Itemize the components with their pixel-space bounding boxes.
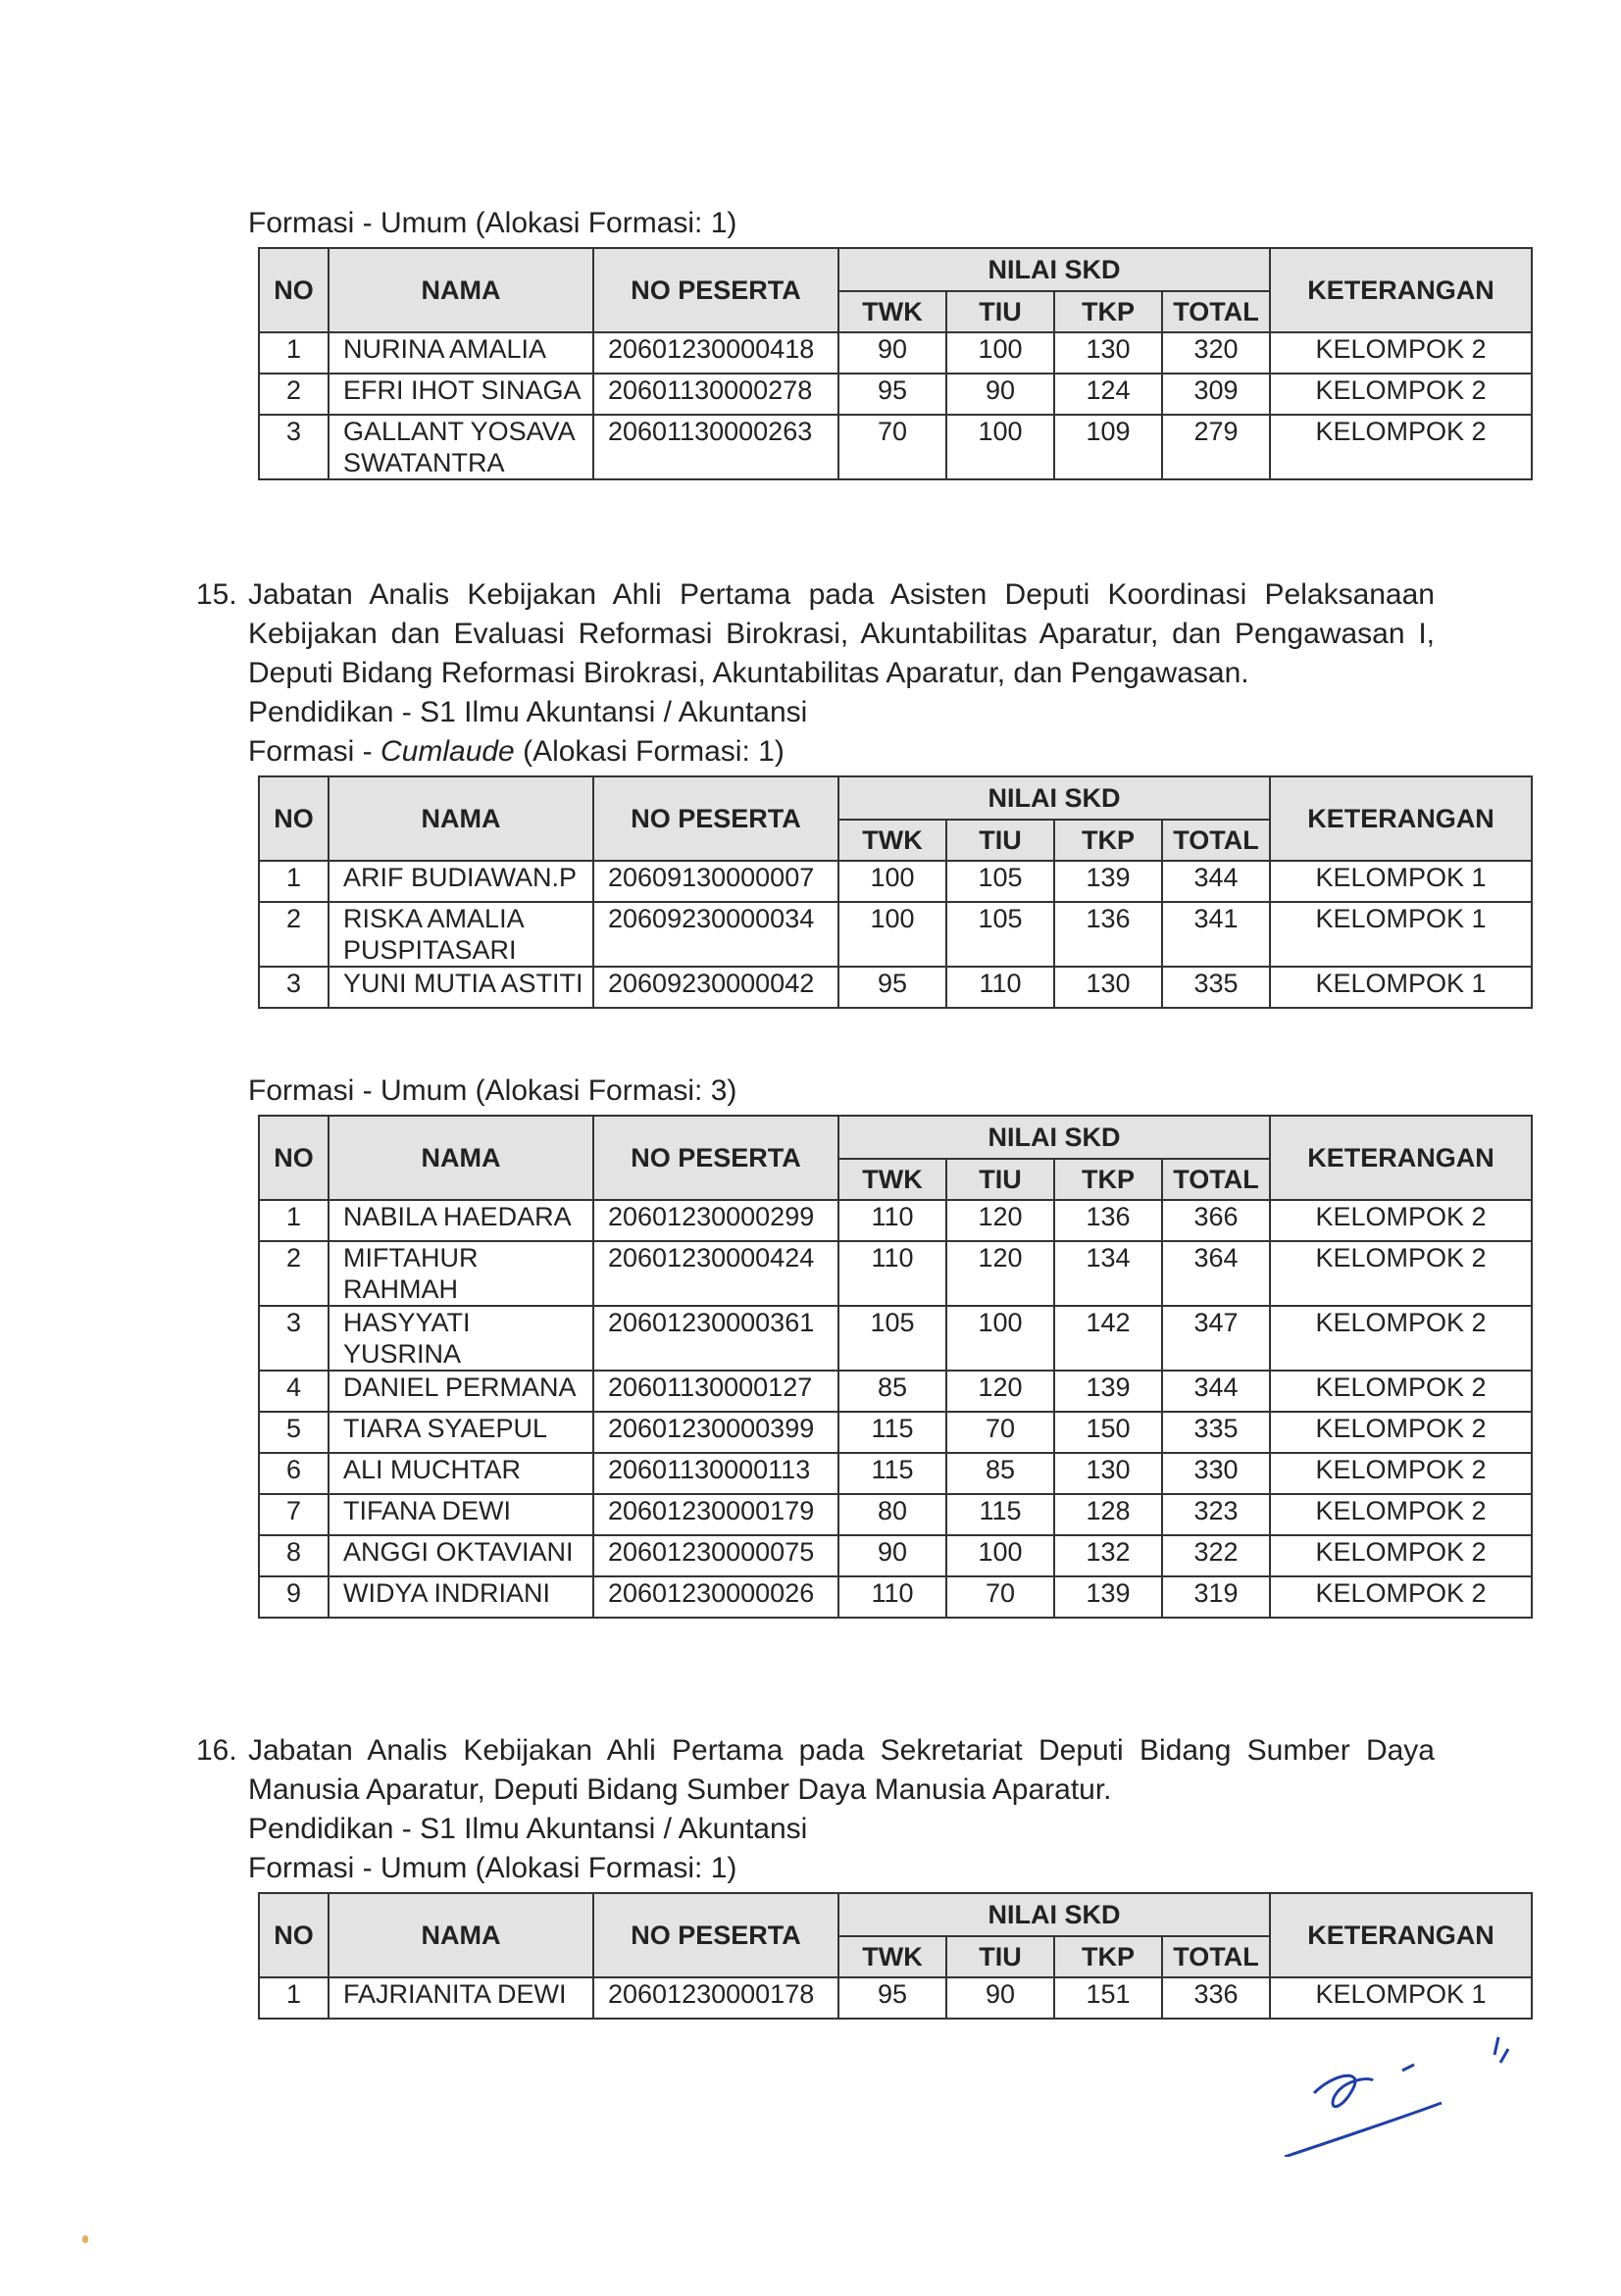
cell-twk: 90 [838,332,946,374]
column-header-twk: TWK [838,1159,946,1200]
cell-nama: MIFTAHUR RAHMAH [329,1241,593,1306]
column-header-total: TOTAL [1162,1936,1270,1977]
cell-twk: 115 [838,1453,946,1494]
formasi-label: Formasi - Umum (Alokasi Formasi: 3) [248,1074,737,1107]
column-header-tiu: TIU [946,291,1054,332]
column-header-tiu: TIU [946,1936,1054,1977]
section-title-line: Jabatan Analis Kebijakan Ahli Pertama pada Sekretariat Deputi Bidang Sumber Daya [248,1734,1435,1767]
cell-tiu: 100 [946,415,1054,479]
column-header-no: NO [259,248,329,332]
formasi-type: Cumlaude [380,735,515,768]
column-header-nilai-skd: NILAI SKD [838,1893,1270,1936]
column-header-nama: NAMA [329,776,593,861]
cell-total: 320 [1162,332,1270,374]
column-header-no: NO [259,1893,329,1977]
cell-twk: 95 [838,1977,946,2019]
cell-tkp: 136 [1054,902,1162,967]
cell-nama: GALLANT YOSAVA SWATANTRA [329,415,593,479]
cell-twk: 100 [838,861,946,902]
cell-no-peserta: 20601230000299 [593,1200,838,1241]
cell-no-peserta: 20601230000418 [593,332,838,374]
cell-no: 1 [259,1977,329,2019]
cell-nama: DANIEL PERMANA [329,1371,593,1412]
cell-tiu: 105 [946,902,1054,967]
cell-no: 3 [259,415,329,479]
cell-tkp: 124 [1054,374,1162,415]
section-title-line: Deputi Bidang Reformasi Birokrasi, Akuntabilitas Aparatur, dan Pengawasan. [248,657,1249,689]
column-header-total: TOTAL [1162,820,1270,861]
cell-no: 9 [259,1576,329,1618]
column-header-tiu: TIU [946,820,1054,861]
cell-total: 344 [1162,861,1270,902]
table-row [259,1576,1532,1618]
cell-no: 5 [259,1412,329,1453]
cell-tiu: 120 [946,1241,1054,1306]
cell-no-peserta: 20609230000034 [593,902,838,967]
cell-nama: NURINA AMALIA [329,332,593,374]
cell-keterangan: KELOMPOK 2 [1270,1306,1532,1371]
skd-table [258,247,1533,480]
cell-tkp: 109 [1054,415,1162,479]
cell-total: 336 [1162,1977,1270,2019]
cell-no-peserta: 20601230000361 [593,1306,838,1371]
column-header-no-peserta: NO PESERTA [593,776,838,861]
cell-total: 344 [1162,1371,1270,1412]
cell-total: 323 [1162,1494,1270,1535]
cell-tkp: 130 [1054,332,1162,374]
cell-keterangan: KELOMPOK 1 [1270,1977,1532,2019]
cell-tiu: 70 [946,1412,1054,1453]
table-row [259,1371,1532,1412]
cell-twk: 95 [838,967,946,1008]
column-header-no-peserta: NO PESERTA [593,248,838,332]
cell-nama: FAJRIANITA DEWI [329,1977,593,2019]
column-header-twk: TWK [838,1936,946,1977]
section-title-line: Kebijakan dan Evaluasi Reformasi Birokrasi, Akuntabilitas Aparatur, dan Pengawasan I, [248,618,1435,650]
cell-tkp: 151 [1054,1977,1162,2019]
section-number: 16. [196,1734,237,1767]
cell-keterangan: KELOMPOK 2 [1270,1494,1532,1535]
table-row [259,1241,1532,1306]
cell-tkp: 136 [1054,1200,1162,1241]
column-header-nilai-skd: NILAI SKD [838,1116,1270,1159]
cell-twk: 90 [838,1535,946,1576]
column-header-nilai-skd: NILAI SKD [838,776,1270,820]
column-header-tkp: TKP [1054,820,1162,861]
formasi-suffix: (Alokasi Formasi: 1) [514,735,785,768]
formasi-label [248,732,785,772]
cell-no-peserta: 20601230000026 [593,1576,838,1618]
column-header-tkp: TKP [1054,291,1162,332]
cell-no-peserta: 20601130000278 [593,374,838,415]
column-header-no-peserta: NO PESERTA [593,1893,838,1977]
table-row [259,1977,1532,2019]
column-header-tkp: TKP [1054,1159,1162,1200]
cell-keterangan: KELOMPOK 2 [1270,1453,1532,1494]
cell-no: 3 [259,1306,329,1371]
cell-no-peserta: 20601130000113 [593,1453,838,1494]
formasi-prefix: Formasi - [248,735,380,768]
cell-nama: NABILA HAEDARA [329,1200,593,1241]
cell-no: 2 [259,902,329,967]
cell-twk: 70 [838,415,946,479]
cell-twk: 100 [838,902,946,967]
column-header-twk: TWK [838,820,946,861]
cell-no: 1 [259,332,329,374]
cell-no-peserta: 20601230000399 [593,1412,838,1453]
cell-tkp: 132 [1054,1535,1162,1576]
cell-tiu: 115 [946,1494,1054,1535]
table-row [259,415,1532,479]
cell-nama: RISKA AMALIA PUSPITASARI [329,902,593,967]
cell-keterangan: KELOMPOK 2 [1270,1576,1532,1618]
cell-no: 4 [259,1371,329,1412]
table-row [259,1306,1532,1371]
cell-twk: 85 [838,1371,946,1412]
cell-keterangan: KELOMPOK 2 [1270,415,1532,479]
cell-tiu: 100 [946,1306,1054,1371]
cell-twk: 110 [838,1200,946,1241]
scan-mark [82,2235,88,2243]
cell-no: 8 [259,1535,329,1576]
cell-keterangan: KELOMPOK 2 [1270,1241,1532,1306]
cell-tiu: 120 [946,1371,1054,1412]
cell-tkp: 134 [1054,1241,1162,1306]
cell-keterangan: KELOMPOK 2 [1270,374,1532,415]
cell-nama: YUNI MUTIA ASTITI [329,967,593,1008]
formasi-label: Formasi - Umum (Alokasi Formasi: 1) [248,207,737,239]
formasi-label: Formasi - Umum (Alokasi Formasi: 1) [248,1852,737,1884]
cell-no-peserta: 20601230000178 [593,1977,838,2019]
cell-nama: WIDYA INDRIANI [329,1576,593,1618]
cell-total: 366 [1162,1200,1270,1241]
cell-no: 2 [259,374,329,415]
table-row [259,1494,1532,1535]
cell-tiu: 105 [946,861,1054,902]
cell-keterangan: KELOMPOK 2 [1270,1371,1532,1412]
column-header-nama: NAMA [329,248,593,332]
table-row [259,332,1532,374]
column-header-no: NO [259,776,329,861]
table-row [259,902,1532,967]
cell-nama: ARIF BUDIAWAN.P [329,861,593,902]
skd-table [258,1892,1533,2020]
cell-keterangan: KELOMPOK 2 [1270,1535,1532,1576]
column-header-no: NO [259,1116,329,1200]
cell-total: 335 [1162,967,1270,1008]
cell-twk: 110 [838,1576,946,1618]
table-row [259,1412,1532,1453]
column-header-total: TOTAL [1162,1159,1270,1200]
cell-no: 7 [259,1494,329,1535]
cell-tkp: 139 [1054,1576,1162,1618]
pendidikan-label: Pendidikan - S1 Ilmu Akuntansi / Akuntansi [248,1813,808,1845]
cell-nama: ALI MUCHTAR [329,1453,593,1494]
cell-tkp: 150 [1054,1412,1162,1453]
cell-total: 279 [1162,415,1270,479]
cell-keterangan: KELOMPOK 1 [1270,861,1532,902]
cell-no-peserta: 20601130000263 [593,415,838,479]
column-header-keterangan: KETERANGAN [1270,776,1532,861]
cell-twk: 115 [838,1412,946,1453]
cell-tiu: 90 [946,374,1054,415]
cell-tiu: 120 [946,1200,1054,1241]
cell-no-peserta: 20601230000179 [593,1494,838,1535]
cell-twk: 105 [838,1306,946,1371]
cell-no: 1 [259,861,329,902]
table-row [259,861,1532,902]
pendidikan-label: Pendidikan - S1 Ilmu Akuntansi / Akuntansi [248,696,808,728]
skd-table [258,775,1533,1009]
cell-no: 6 [259,1453,329,1494]
cell-keterangan: KELOMPOK 1 [1270,902,1532,967]
column-header-nama: NAMA [329,1116,593,1200]
cell-tiu: 90 [946,1977,1054,2019]
column-header-keterangan: KETERANGAN [1270,248,1532,332]
cell-tkp: 130 [1054,1453,1162,1494]
cell-tkp: 139 [1054,861,1162,902]
cell-keterangan: KELOMPOK 1 [1270,967,1532,1008]
section-heading [196,1731,1435,1771]
cell-twk: 95 [838,374,946,415]
cell-tkp: 130 [1054,967,1162,1008]
column-header-keterangan: KETERANGAN [1270,1116,1532,1200]
table-row [259,1200,1532,1241]
section-title-line: Manusia Aparatur, Deputi Bidang Sumber Daya Manusia Aparatur. [248,1773,1112,1806]
cell-twk: 110 [838,1241,946,1306]
column-header-no-peserta: NO PESERTA [593,1116,838,1200]
cell-nama: TIARA SYAEPUL [329,1412,593,1453]
column-header-nilai-skd: NILAI SKD [838,248,1270,291]
cell-total: 341 [1162,902,1270,967]
column-header-tkp: TKP [1054,1936,1162,1977]
cell-tiu: 100 [946,1535,1054,1576]
table-row [259,967,1532,1008]
cell-total: 335 [1162,1412,1270,1453]
column-header-twk: TWK [838,291,946,332]
cell-tkp: 128 [1054,1494,1162,1535]
cell-no: 3 [259,967,329,1008]
cell-nama: HASYYATI YUSRINA [329,1306,593,1371]
cell-no-peserta: 20609230000042 [593,967,838,1008]
table-row [259,374,1532,415]
cell-twk: 80 [838,1494,946,1535]
cell-no-peserta: 20601230000075 [593,1535,838,1576]
cell-total: 330 [1162,1453,1270,1494]
cell-no: 1 [259,1200,329,1241]
cell-no: 2 [259,1241,329,1306]
cell-tiu: 100 [946,332,1054,374]
skd-table [258,1115,1533,1619]
cell-no-peserta: 20601230000424 [593,1241,838,1306]
cell-nama: ANGGI OKTAVIANI [329,1535,593,1576]
column-header-tiu: TIU [946,1159,1054,1200]
cell-total: 347 [1162,1306,1270,1371]
column-header-keterangan: KETERANGAN [1270,1893,1532,1977]
cell-keterangan: KELOMPOK 2 [1270,1412,1532,1453]
section-title-line: Jabatan Analis Kebijakan Ahli Pertama pada Asisten Deputi Koordinasi Pelaksanaan [248,578,1435,611]
cell-total: 364 [1162,1241,1270,1306]
column-header-total: TOTAL [1162,291,1270,332]
column-header-nama: NAMA [329,1893,593,1977]
cell-no-peserta: 20601130000127 [593,1371,838,1412]
cell-tkp: 142 [1054,1306,1162,1371]
cell-total: 319 [1162,1576,1270,1618]
cell-tiu: 70 [946,1576,1054,1618]
section-heading [196,575,1435,615]
cell-no-peserta: 20609130000007 [593,861,838,902]
initials-signature [1275,2020,1520,2157]
cell-nama: EFRI IHOT SINAGA [329,374,593,415]
table-row [259,1453,1532,1494]
section-number: 15. [196,578,237,611]
cell-total: 309 [1162,374,1270,415]
cell-tiu: 85 [946,1453,1054,1494]
cell-tiu: 110 [946,967,1054,1008]
table-row [259,1535,1532,1576]
cell-total: 322 [1162,1535,1270,1576]
cell-tkp: 139 [1054,1371,1162,1412]
cell-keterangan: KELOMPOK 2 [1270,1200,1532,1241]
cell-keterangan: KELOMPOK 2 [1270,332,1532,374]
cell-nama: TIFANA DEWI [329,1494,593,1535]
